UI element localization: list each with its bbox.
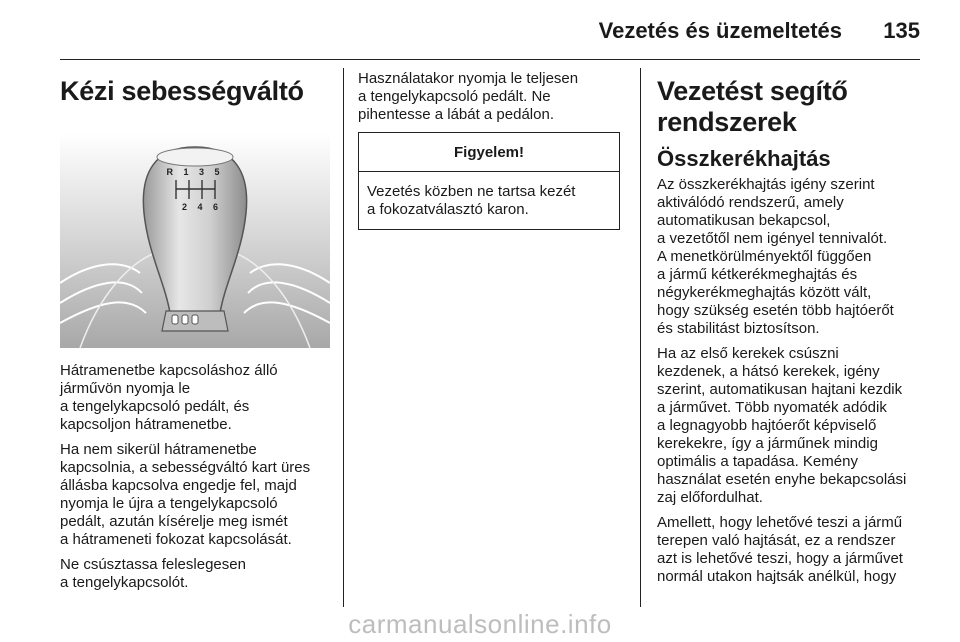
warning-box (358, 132, 620, 230)
gear-shift-knob-illustration (60, 133, 330, 348)
section-heading: Vezetést segítő rendszerek (657, 76, 848, 137)
paragraph: Az összkerékhajtás igény szerint aktiválódó rendszerű, amely automatikusan bekapcsol, a vezetőtől nem igényel tennivalót. A menetkörülményektől függően a jármű kétkerékmeghajtás és négykerékmeghajtás között vált, hogy szükség esetén több hajtóerőt és stabilitást biztosítson. (657, 176, 894, 337)
paragraph: Hátramenetbe kapcsoláshoz álló járművön nyomja le a tengelykapcsoló pedált, és kapcsoljon hátramenetbe. (60, 362, 278, 433)
column-right (657, 70, 927, 610)
paragraph: Ha az első kerekek csúszni kezdenek, a hátsó kerekek, igény szerint, automatikusan hajtani kezdik a járművet. Több nyomaték adódik a legnagyobb hajtóerőt képviselő kerekekre, így a járműnek mindig optimális a tapadása. Kemény használat esetén enyhe bekapcsolási zaj előfordulhat. (657, 345, 907, 506)
paragraph: Ha nem sikerül hátramenetbe kapcsolnia, a sebességváltó kart üres állásba kapcsolva engedje fel, majd nyomja le újra a tengelykapcsoló pedált, azután kísérelje meg ismét a hátrameneti fokozat kapcsolását. (60, 441, 311, 548)
watermark: carmanualsonline.info (348, 609, 612, 639)
warning-text: Vezetés közben ne tartsa kezét a fokozatválasztó karon. (367, 183, 576, 218)
page-number: 135 (883, 18, 920, 43)
column-divider (640, 68, 641, 607)
gear-labels-top: R 1 3 5 (166, 167, 224, 177)
header-rule (60, 59, 920, 60)
gear-labels-bottom: 2 4 6 (181, 202, 223, 212)
column-left (60, 70, 330, 610)
page-header (0, 18, 960, 48)
running-title: Vezetés és üzemeltetés (598, 18, 842, 43)
gear-knob-svg (60, 133, 330, 348)
paragraph: Ne csúsztassa feleslegesen a tengelykapcsolót. (60, 556, 246, 591)
column-divider (343, 68, 344, 607)
column-middle (358, 70, 620, 610)
paragraph: Használatakor nyomja le teljesen a tengelykapcsoló pedált. Ne pihentesse a lábát a pedálon. (358, 70, 579, 123)
paragraph: Amellett, hogy lehetővé teszi a jármű terepen való hajtását, ez a rendszer azt is lehetővé teszi, hogy a járművet normál utakon hajtsák anélkül, hogy (657, 514, 903, 585)
section-heading: Kézi sebességváltó (60, 76, 304, 106)
warning-title: Figyelem! (359, 133, 619, 172)
subsection-heading: Összkerékhajtás (657, 146, 831, 171)
